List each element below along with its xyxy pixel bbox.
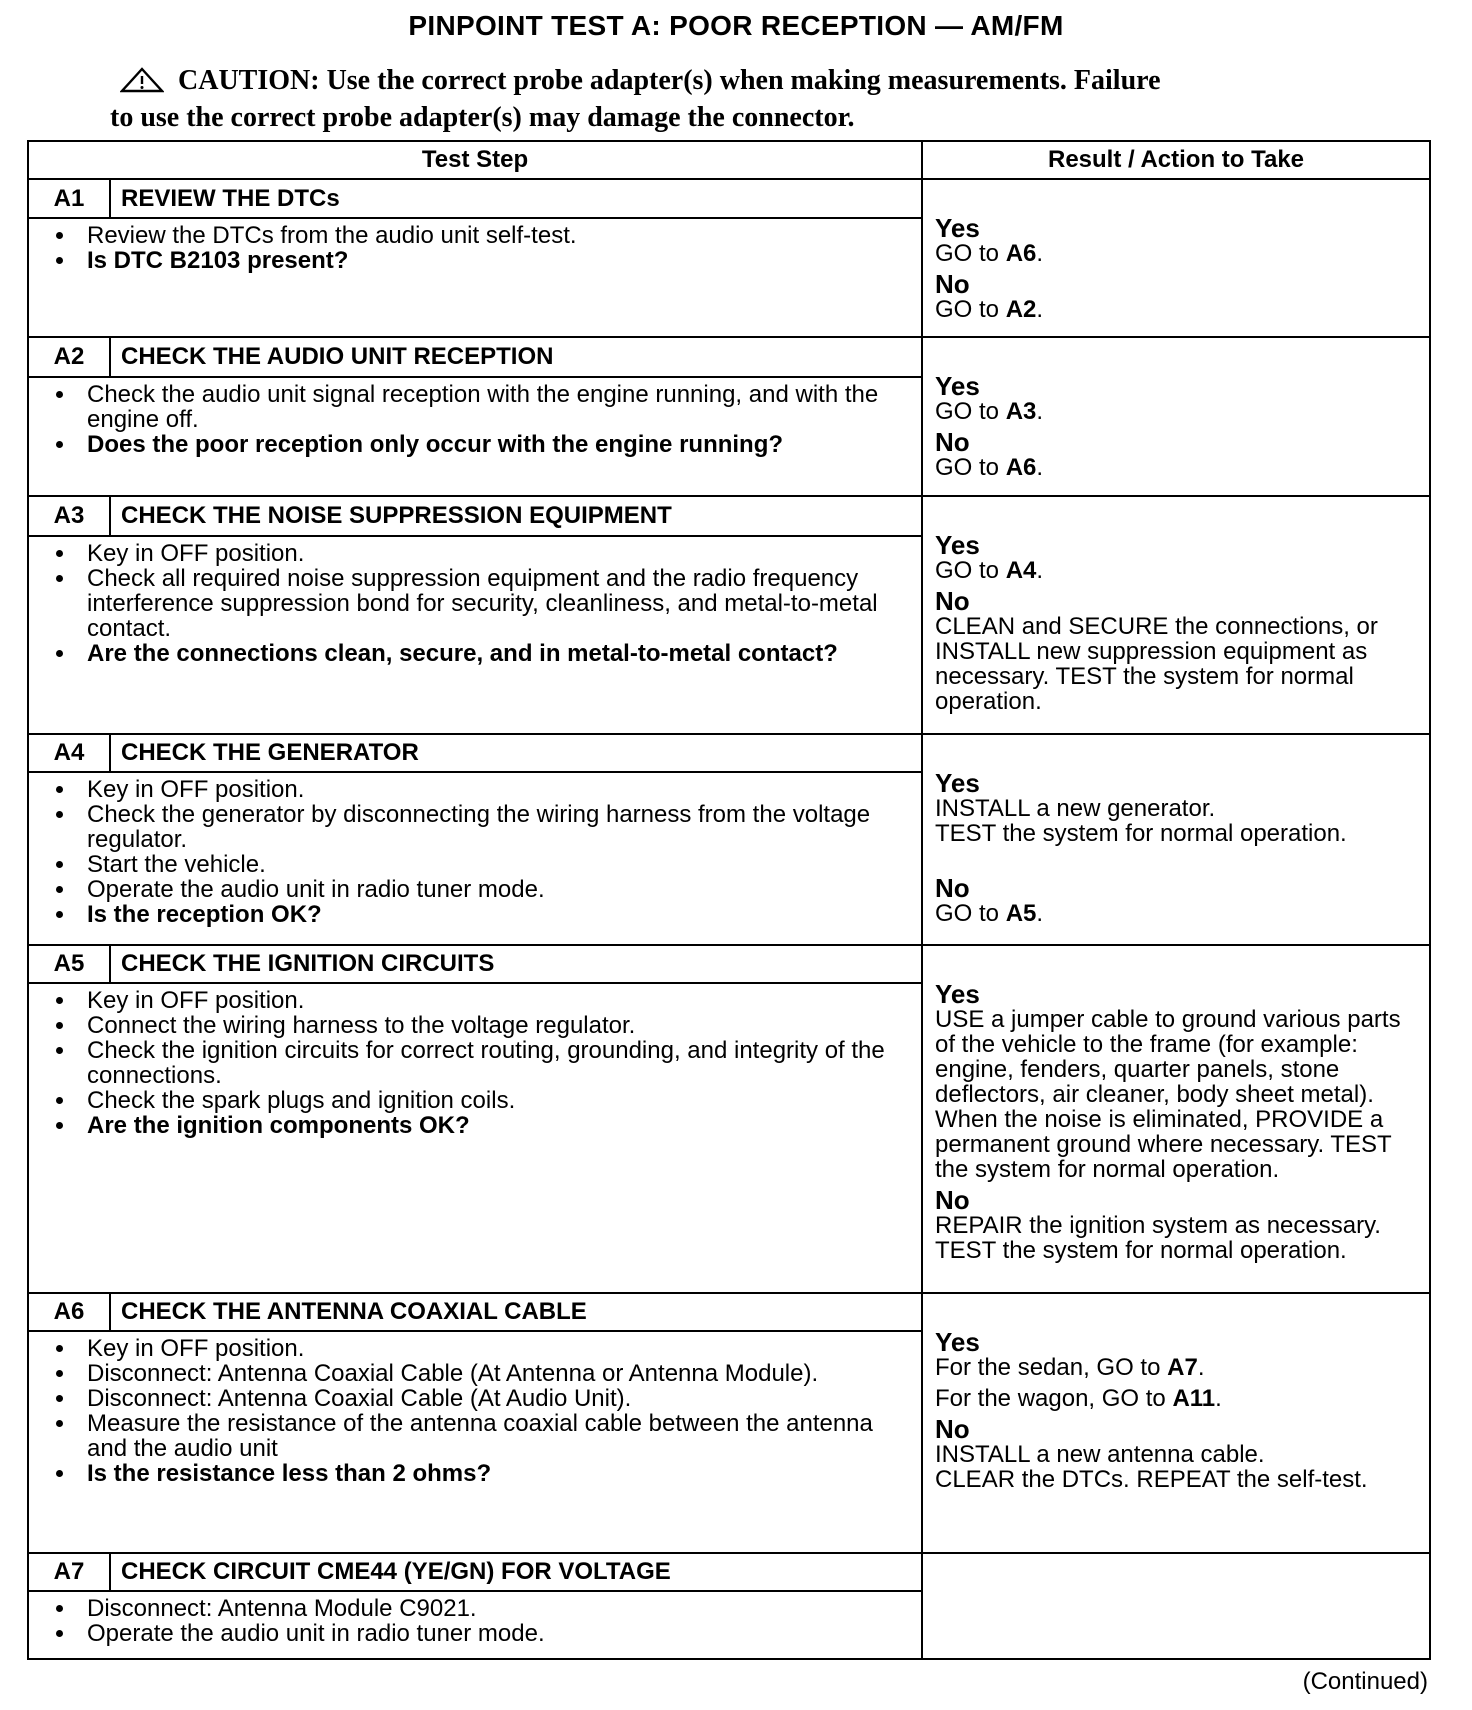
step-item: • Start the vehicle. [77, 852, 911, 877]
step-item: • Key in OFF position. [77, 988, 911, 1013]
step-body [28, 772, 922, 945]
step-heading: REVIEW THE DTCs [110, 179, 922, 218]
result-text: CLEAN and SECURE the connections, or INSTALL new suppression equipment as necessary. TEST the system for normal operation. [935, 612, 1378, 715]
page-title: PINPOINT TEST A: POOR RECEPTION — AM/FM [408, 10, 1064, 41]
result-text: For the wagon, GO to [935, 1385, 1173, 1413]
caution-text-line1: Use the correct probe adapter(s) when making measurements. Failure [326, 65, 1161, 96]
step-item: • Connect the wiring harness to the voltage regulator. [77, 1013, 911, 1038]
step-a6-result: Yes For the sedan, GO to A7. For the wagon, GO to A11. No INSTALL a new antenna cable. CLEAR the DTCs. REPEAT the self-test. [922, 1293, 1430, 1553]
no-label: No [935, 872, 970, 903]
result-text: USE a jumper cable to ground various parts of the vehicle to the frame (for example: engine, fenders, quarter panels, stone deflectors, air cleaner, body sheet metal). When the noise is eliminated, PROVIDE a permanent ground where necessary. TEST the system for normal operation. [935, 1005, 1401, 1183]
result-text: INSTALL a new antenna cable. [935, 1441, 1265, 1469]
step-a7-result [922, 1553, 1430, 1659]
step-a1-header-row [28, 179, 1430, 218]
step-heading: CHECK THE GENERATOR [110, 734, 922, 772]
step-reference: A2 [1005, 296, 1037, 324]
result-text: GO to [935, 296, 1006, 324]
result-text: INSTALL a new generator. [935, 794, 1216, 822]
result-text: REPAIR the ignition system as necessary. [935, 1211, 1381, 1239]
step-body [28, 377, 922, 496]
step-item: • Key in OFF position. [77, 1336, 911, 1361]
step-reference: A6 [1005, 240, 1037, 268]
step-body [28, 983, 922, 1294]
step-heading: CHECK THE IGNITION CIRCUITS [110, 945, 922, 983]
result-text: GO to [935, 454, 1006, 482]
yes-label: Yes [935, 371, 980, 402]
table-header-row [28, 141, 1430, 179]
no-label: No [935, 1184, 970, 1215]
step-body [28, 536, 922, 734]
yes-label: Yes [935, 767, 980, 798]
warning-triangle-icon [120, 67, 164, 101]
step-a6-header-row [28, 1293, 1430, 1331]
step-heading: CHECK THE AUDIO UNIT RECEPTION [110, 337, 922, 376]
step-id: A3 [28, 496, 110, 536]
step-item: • Key in OFF position. [77, 541, 911, 566]
step-a3-result: Yes GO to A4. No CLEAN and SECURE the connections, or INSTALL new suppression equipment as necessary. TEST the system for normal operation. [922, 496, 1430, 734]
step-question: • Does the poor reception only occur with the engine running? [77, 432, 911, 457]
step-question: • Is the resistance less than 2 ohms? [77, 1461, 911, 1486]
step-item: • Operate the audio unit in radio tuner mode. [77, 877, 911, 902]
step-item: • Disconnect: Antenna Coaxial Cable (At Audio Unit). [77, 1386, 911, 1411]
result-text: GO to [935, 398, 1006, 426]
continued-note: (Continued) [1302, 1668, 1428, 1695]
step-a5-result [922, 945, 1430, 1294]
no-label: No [935, 585, 970, 616]
yes-label: Yes [935, 1327, 980, 1358]
step-body [28, 1591, 922, 1659]
step-a4-result: Yes INSTALL a new generator. TEST the system for normal operation. No GO to A5. [922, 734, 1430, 945]
caution-text-line2: to use the correct probe adapter(s) may damage the connector. [110, 102, 855, 133]
result-text: GO to [935, 899, 1006, 927]
yes-label: Yes [935, 529, 980, 560]
step-item: • Check all required noise suppression equipment and the radio frequency interference suppression bond for security, cleanliness, and metal-to-metal contact. [77, 566, 911, 641]
step-id: A4 [28, 734, 110, 772]
pinpoint-test-table [27, 140, 1431, 1660]
step-id: A5 [28, 945, 110, 983]
step-id: A1 [28, 179, 110, 218]
column-header-test-step: Test Step [28, 141, 922, 179]
result-text: CLEAR the DTCs. REPEAT the self-test. [935, 1466, 1368, 1494]
no-label: No [935, 1414, 970, 1445]
step-question: • Is DTC B2103 present? [77, 248, 911, 273]
step-question: • Are the ignition components OK? [77, 1113, 911, 1138]
step-item: • Check the spark plugs and ignition coils. [77, 1088, 911, 1113]
step-item: • Measure the resistance of the antenna coaxial cable between the antenna and the audio unit [77, 1411, 911, 1461]
step-body [28, 218, 922, 337]
step-reference: A11 [1172, 1385, 1216, 1413]
step-a7-header-row [28, 1553, 1430, 1591]
step-a5-header-row [28, 945, 1430, 983]
yes-label: Yes [935, 978, 980, 1009]
step-reference: A5 [1005, 899, 1037, 927]
yes-label: Yes [935, 213, 980, 244]
step-a1-result: Yes GO to A6. No GO to A2. [922, 179, 1430, 337]
step-reference: A6 [1005, 454, 1037, 482]
step-a2-header-row [28, 337, 1430, 376]
step-reference: A7 [1167, 1354, 1198, 1382]
result-text: For the sedan, GO to [935, 1354, 1168, 1382]
step-reference: A4 [1005, 556, 1037, 584]
no-label: No [935, 269, 970, 300]
step-id: A6 [28, 1293, 110, 1331]
step-question: • Are the connections clean, secure, and in metal-to-metal contact? [77, 641, 911, 666]
step-heading: CHECK THE ANTENNA COAXIAL CABLE [110, 1293, 922, 1331]
step-id: A7 [28, 1553, 110, 1591]
step-heading: CHECK CIRCUIT CME44 (YE/GN) FOR VOLTAGE [110, 1553, 922, 1591]
no-label: No [935, 427, 970, 458]
column-header-result: Result / Action to Take [922, 141, 1430, 179]
step-item: • Check the generator by disconnecting the wiring harness from the voltage regulator. [77, 802, 911, 852]
step-item: • Key in OFF position. [77, 777, 911, 802]
step-item: • Check the audio unit signal reception with the engine running, and with the engine off. [77, 382, 911, 432]
step-item: • Disconnect: Antenna Module C9021. [77, 1596, 911, 1621]
caution-label: CAUTION: [178, 65, 320, 96]
step-a2-result: Yes GO to A3. No GO to A6. [922, 337, 1430, 495]
result-text: TEST the system for normal operation. [935, 1236, 1347, 1264]
step-a3-header-row [28, 496, 1430, 536]
step-item: • Operate the audio unit in radio tuner mode. [77, 1621, 911, 1646]
step-a4-header-row [28, 734, 1430, 772]
step-heading: CHECK THE NOISE SUPPRESSION EQUIPMENT [110, 496, 922, 536]
step-item: • Review the DTCs from the audio unit self-test. [77, 223, 911, 248]
step-item: • Disconnect: Antenna Coaxial Cable (At Antenna or Antenna Module). [77, 1361, 911, 1386]
step-id: A2 [28, 337, 110, 376]
step-item: • Check the ignition circuits for correct routing, grounding, and integrity of the connections. [77, 1038, 911, 1088]
step-reference: A3 [1005, 398, 1037, 426]
step-body [28, 1331, 922, 1553]
result-text: GO to [935, 240, 1006, 268]
result-text: TEST the system for normal operation. [935, 819, 1347, 847]
result-text: GO to [935, 556, 1006, 584]
caution-note [110, 64, 1350, 134]
step-question: • Is the reception OK? [77, 902, 911, 927]
